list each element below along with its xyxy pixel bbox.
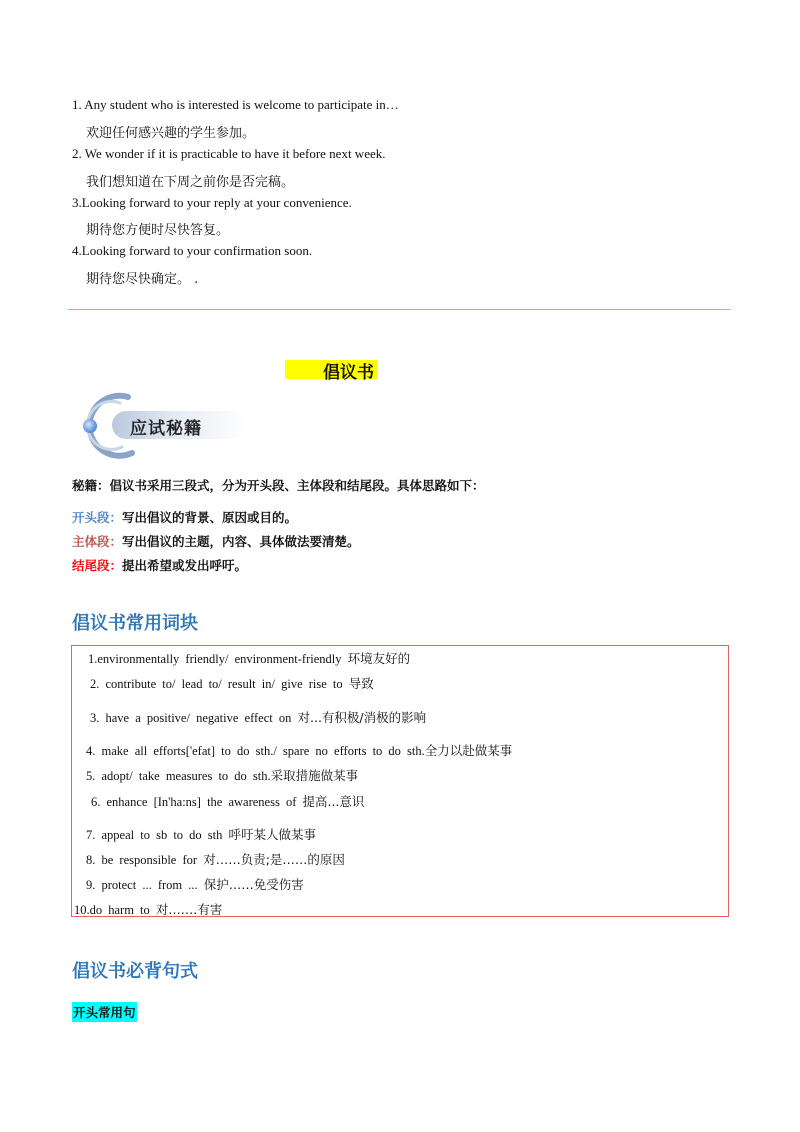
sentence-2-en: 2. We wonder if it is practicable to have it before next week.	[72, 146, 386, 161]
sentence-3-en: 3.Looking forward to your reply at your convenience.	[72, 195, 352, 210]
sentence-4-en: 4.Looking forward to your confirmation soon.	[72, 243, 313, 258]
tip-closing-label: 结尾段：	[72, 558, 123, 573]
sentences-heading: 倡议书必背句式	[72, 961, 198, 982]
tip-opening-label: 开头段：	[72, 510, 123, 525]
phrase-item: 1.environmentally friendly/ environment-friendly 环境友好的	[88, 651, 411, 666]
phrase-item: 4. make all efforts['efat] to do sth./ spare no efforts to do sth.全力以赴做某事	[86, 743, 513, 758]
tip-opening	[72, 508, 297, 526]
tips-banner	[70, 389, 250, 459]
sentence-2-zh: 我们想知道在下周之前你是否完稿。	[86, 175, 295, 190]
phrase-item: 6. enhance [In'ha:ns] the awareness of 提高...意识	[91, 794, 365, 809]
tip-closing-text: 提出希望或发出呼吁。	[122, 558, 248, 573]
phrase-item: 5. adopt/ take measures to do sth.采取措施做某事	[86, 768, 359, 783]
phrase-item: 10.do harm to 对.……有害	[74, 902, 223, 917]
tip-closing	[72, 556, 247, 574]
tip-body-label: 主体段：	[72, 534, 123, 549]
section-title-text: 倡议书	[323, 363, 374, 383]
tip-body	[72, 532, 360, 550]
phrase-item: 9. protect ... from ... 保护……免受伤害	[86, 877, 304, 892]
phrase-item: 2. contribute to/ lead to/ result in/ give rise to 导致	[90, 676, 374, 691]
tip-body-text: 写出倡议的主题，内容、具体做法要清楚。	[122, 534, 360, 549]
opening-sentences-label: 开头常用句	[72, 1002, 137, 1022]
banner-title: 应试秘籍	[130, 419, 202, 439]
tip-opening-text: 写出倡议的背景、原因或目的。	[122, 510, 298, 525]
sentence-1-zh: 欢迎任何感兴趣的学生参加。	[86, 126, 256, 141]
phrase-item: 3. have a positive/ negative effect on 对...有积极/消极的影响	[90, 710, 427, 725]
sentence-1-en: 1. Any student who is interested is welcome to participate in…	[72, 97, 399, 112]
tips-intro: 秘籍：倡议书采用三段式，分为开头段、主体段和结尾段。具体思路如下：	[72, 478, 485, 493]
sentence-4-zh: 期待您尽快确定。 .	[86, 272, 199, 287]
sentence-3-zh: 期待您方便时尽快答复。	[86, 223, 230, 238]
phrase-item: 8. be responsible for 对……负责;是……的原因	[86, 852, 345, 867]
section-divider	[68, 309, 730, 310]
phrases-heading: 倡议书常用词块	[72, 613, 198, 634]
phrase-item: 7. appeal to sb to do sth 呼吁某人做某事	[86, 827, 317, 842]
